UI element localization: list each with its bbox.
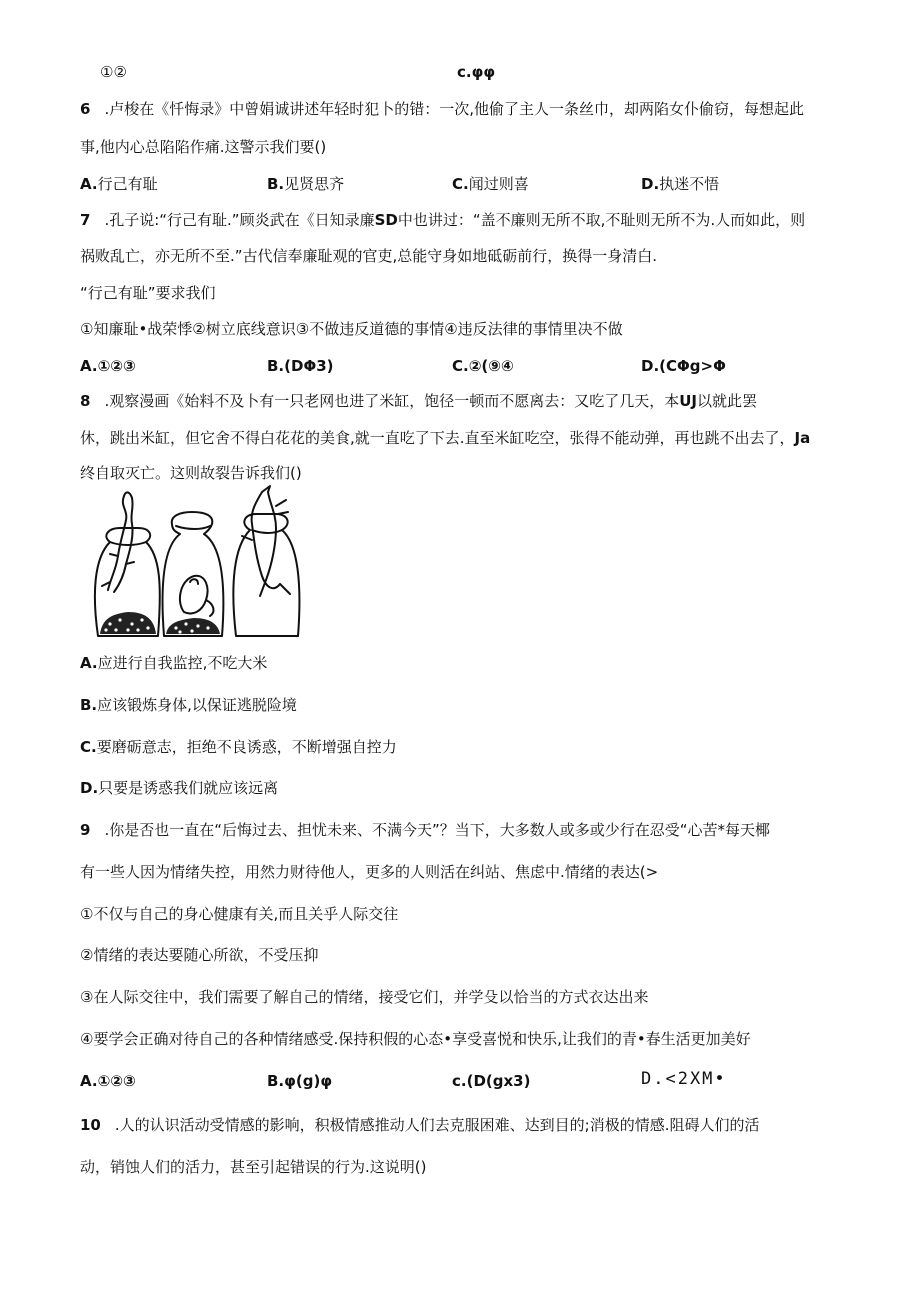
q10-number: 10: [80, 1116, 101, 1134]
q6-option-d-letter: D.: [641, 175, 660, 193]
q8-stem-line3: 终自取灭亡。这则故裂告诉我们(): [80, 464, 302, 482]
q6-option-c-text: 闻过则喜: [468, 175, 529, 193]
mouse-in-rice-jar-cartoon: [80, 484, 310, 644]
q9-statement-4: ④要学会正确对待自己的各种情绪感受.保持积假的心态•享受喜悦和快乐,让我们的青•春生活更加美好: [80, 1030, 751, 1048]
q7-option-c-text: ②(⑨④: [468, 357, 514, 375]
q7-option-b[interactable]: [267, 356, 334, 376]
q6-option-d[interactable]: [641, 174, 719, 194]
q9-statement-3: ③在人际交往中，我们需要了解自己的情绪，接受它们，并学殳以恰当的方式衣达出来: [80, 988, 649, 1006]
q7-option-a-text: ①②③: [97, 357, 136, 375]
q6-option-b[interactable]: [267, 174, 344, 194]
q9-stem-line1: [80, 820, 770, 840]
q7-option-b-text: (DΦ3): [284, 357, 334, 375]
q8-text-2a: 休，跳出米缸，但它舍不得白花花的美食,就一直吃了下去.直至米缸吃空，张得不能动弹，再也跳不出去了，: [80, 429, 795, 447]
q7-stem-line2: 祸败乱亡，亦无所不至.”古代信奉廉耻观的官吏,总能守身如地砥砺前行，换得一身清白.: [80, 247, 658, 265]
q8-option-a[interactable]: [80, 653, 267, 673]
q9-option-b-text: φ(g)φ: [284, 1072, 333, 1090]
q6-stem-line1: [80, 99, 804, 119]
q7-text-1b: SD: [374, 211, 398, 229]
q9-option-b-letter: B.: [267, 1072, 285, 1090]
q7-option-d-letter: D.: [641, 357, 660, 375]
q7-option-c[interactable]: [452, 356, 514, 376]
q7-statements: ①知廉耻•战荣悸②树立底线意识③不做违反道德的事情④违反法律的事情里决不做: [80, 320, 623, 338]
q10-text-1: .人的认识活动受情感的影响，积极情感推动人们去克服困难、达到目的;消极的情感.阻碍人们的活: [114, 1116, 760, 1134]
q6-option-c-letter: C.: [452, 175, 469, 193]
q6-option-b-text: 见贤思齐: [284, 175, 345, 193]
q7-text-1c: 中也讲过：“盖不廉则无所不取,不耻则无所不为.人而如此，则: [397, 211, 806, 229]
q8-option-d-text: 只要是诱惑我们就应该远离: [98, 779, 279, 797]
q6-number: 6: [80, 100, 91, 118]
q9-option-d[interactable]: [641, 1069, 727, 1089]
q8-text-1c: 以就此罢: [696, 392, 757, 410]
q7-number: 7: [80, 211, 91, 229]
q7-option-d[interactable]: [641, 356, 726, 376]
q9-option-b[interactable]: [267, 1071, 332, 1091]
q9-option-c-letter: c.: [452, 1072, 467, 1090]
q10-stem-line2: 动，销蚀人们的活力，甚至引起错误的行为.这说明(): [80, 1158, 427, 1176]
q8-option-b-text: 应该锻炼身体,以保证逃脱险境: [97, 696, 297, 714]
prev-option-b: ①②: [100, 63, 127, 81]
q7-stem-line1: [80, 210, 805, 230]
q9-text-1: .你是否也一直在“后悔过去、担忧未来、不满今天”？当下，大多数人或多或少行在忍受“心苦*每天椰: [104, 821, 771, 839]
q6-text-1: .卢梭在《忏悔录》中曾娟诚讲述年轻时犯卜的错：一次,他偷了主人一条丝巾，却两陷女仆偷窃，每想起此: [104, 100, 804, 118]
q7-option-a[interactable]: [80, 356, 136, 376]
q8-option-d-letter: D.: [80, 779, 99, 797]
q6-stem-line2: 事,他内心总陷陷作痛.这警示我们要(): [80, 138, 327, 156]
q9-option-c-text: (D(gx3): [466, 1072, 531, 1090]
prev-option-c: c.φφ: [457, 63, 496, 81]
q6-option-c[interactable]: [452, 174, 529, 194]
q9-option-c[interactable]: [452, 1071, 530, 1091]
q8-stem-line2: [80, 428, 810, 448]
q7-option-c-letter: C.: [452, 357, 469, 375]
q8-text-1a: .观察漫画《始料不及卜有一只老网也进了米缸，饱径一顿而不愿离去：又吃了几天，本: [104, 392, 680, 410]
q8-number: 8: [80, 392, 91, 410]
q8-option-c-text: 要磨砺意志，拒绝不良诱惑，不断增强自控力: [96, 738, 397, 756]
q7-stem-line3: “行己有耻”要求我们: [80, 284, 216, 302]
q6-option-a[interactable]: [80, 174, 158, 194]
q8-option-b[interactable]: [80, 695, 297, 715]
q9-stem-line2: 有一些人因为情绪失控，用然力财待他人，更多的人则活在纠站、焦虑中.情绪的表达(>: [80, 863, 659, 881]
q8-option-a-letter: A.: [80, 654, 98, 672]
q7-option-a-letter: A.: [80, 357, 98, 375]
q7-option-b-letter: B.: [267, 357, 285, 375]
q6-option-b-letter: B.: [267, 175, 285, 193]
q9-statement-1: ①不仅与自己的身心健康有关,而且关乎人际交往: [80, 905, 399, 923]
q9-option-a-text: ①②③: [97, 1072, 136, 1090]
q8-option-d[interactable]: [80, 778, 278, 798]
q8-option-c[interactable]: [80, 737, 397, 757]
q7-text-1a: .孔子说:“行己有耻.”顾炎武在《日知录廉: [104, 211, 375, 229]
q8-option-a-text: 应进行自我监控,不吃大米: [97, 654, 268, 672]
q6-option-a-letter: A.: [80, 175, 98, 193]
q8-stem-line1: [80, 391, 757, 411]
q8-option-b-letter: B.: [80, 696, 98, 714]
q6-option-a-text: 行己有耻: [97, 175, 158, 193]
q9-option-a[interactable]: [80, 1071, 136, 1091]
q6-option-d-text: 执迷不悟: [659, 175, 720, 193]
q10-stem-line1: [80, 1115, 759, 1135]
q8-option-c-letter: C.: [80, 738, 97, 756]
q8-text-2b: Ja: [794, 429, 811, 447]
q9-statement-2: ②情绪的表达要随心所欲，不受压抑: [80, 946, 319, 964]
q7-option-d-text: (CΦg>Φ: [659, 357, 726, 375]
q8-text-1b: UJ: [679, 392, 697, 410]
q9-number: 9: [80, 821, 91, 839]
q9-option-a-letter: A.: [80, 1072, 98, 1090]
q9-option-d-text: D.<2XM•: [641, 1069, 727, 1089]
